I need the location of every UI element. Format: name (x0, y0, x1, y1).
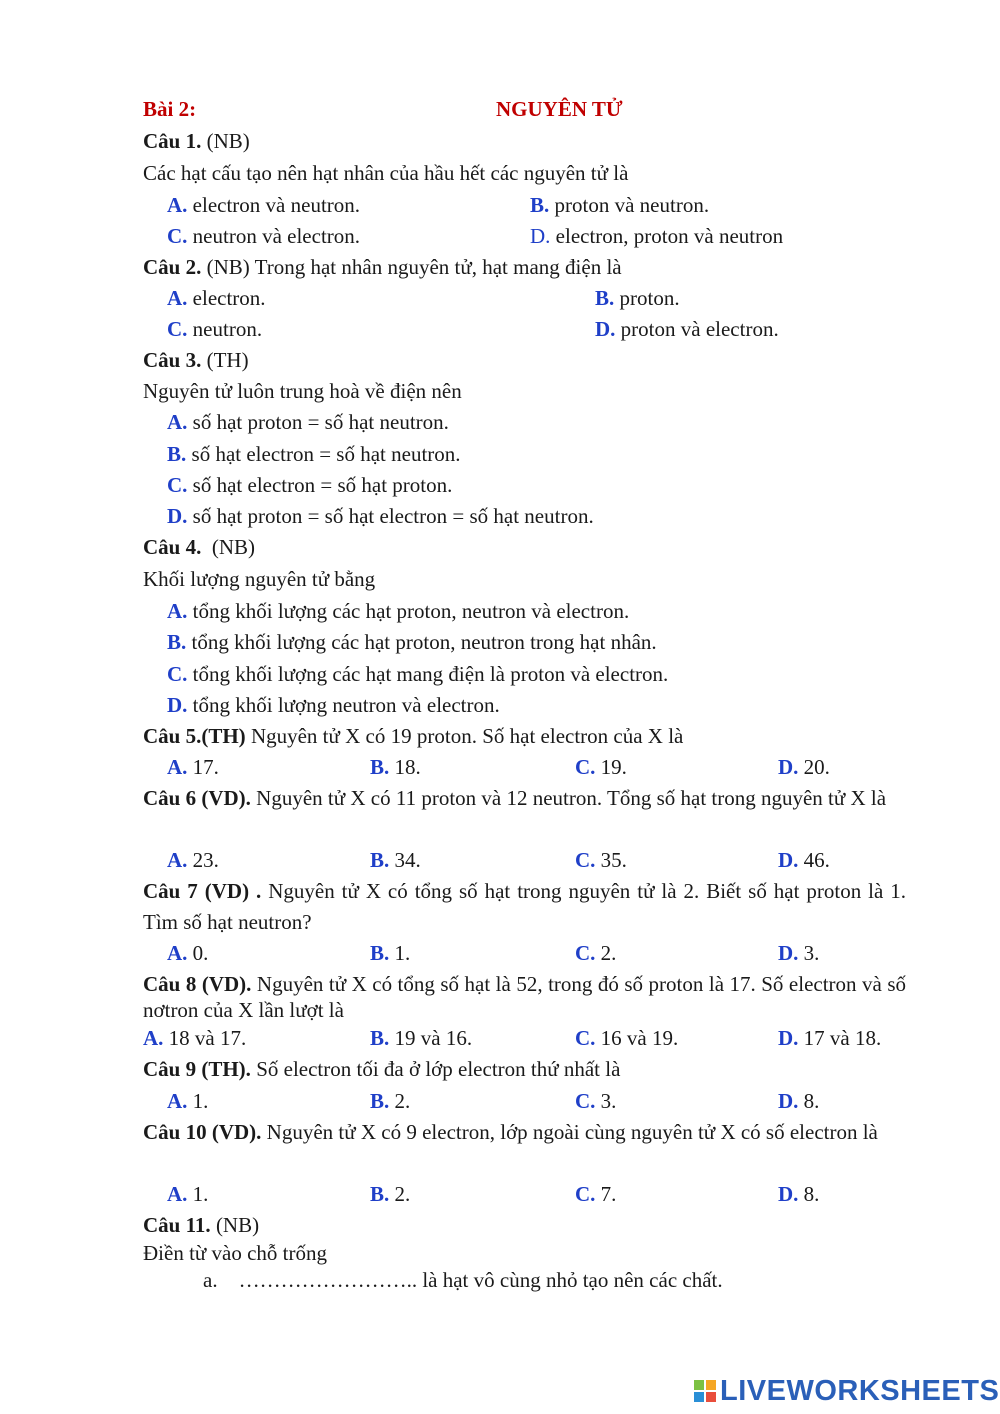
question-8-heading: Câu 8 (VD). Nguyên tử X có tổng số hạt là 52, trong đó số proton là 17. Số electron và số nơtron của X lần lượt là (143, 972, 907, 1022)
q5-option-c[interactable]: C. 19. (575, 755, 627, 779)
question-3-text: Nguyên tử luôn trung hoà về điện nên (143, 379, 462, 403)
q6-option-c[interactable]: C. 35. (575, 848, 627, 872)
q11-item-a (203, 1267, 723, 1293)
q9-option-d[interactable]: D. 8. (778, 1089, 820, 1113)
question-3-heading: Câu 3. (TH) (143, 348, 249, 372)
q6-option-d[interactable]: D. 46. (778, 848, 830, 872)
q5-option-a[interactable]: A. 17. (167, 755, 219, 779)
q10-option-c[interactable]: C. 7. (575, 1182, 617, 1206)
q10-option-d[interactable]: D. 8. (778, 1182, 820, 1206)
q1-option-c[interactable]: C. neutron và electron. (167, 224, 361, 248)
q7-option-a[interactable]: A. 0. (167, 941, 209, 965)
question-11-text: Điền từ vào chỗ trống (143, 1241, 328, 1265)
page-title: NGUYÊN TỬ (496, 97, 623, 121)
q9-option-a[interactable]: A. 1. (167, 1089, 209, 1113)
q7-option-d[interactable]: D. 3. (778, 941, 820, 965)
liveworksheets-brand (694, 1376, 999, 1406)
question-6-heading: Câu 6 (VD). Nguyên tử X có 11 proton và 12 neutron. Tổng số hạt trong nguyên tử X là (143, 786, 887, 810)
question-4-heading: Câu 4. (NB) (143, 535, 256, 559)
q5-option-b[interactable]: B. 18. (370, 755, 421, 779)
question-1-text: Các hạt cấu tạo nên hạt nhân của hầu hết các nguyên tử là (143, 161, 629, 185)
lesson-label: Bài 2: (143, 97, 197, 121)
q6-option-a[interactable]: A. 23. (167, 848, 219, 872)
q1-option-b[interactable]: B. proton và neutron. (530, 193, 710, 217)
q2-option-b[interactable]: B. proton. (595, 286, 680, 310)
q7-option-b[interactable]: B. 1. (370, 941, 411, 965)
brand-name: LIVEWORKSHEETS (720, 1374, 1000, 1407)
q10-option-a[interactable]: A. 1. (167, 1182, 209, 1206)
question-7-heading: Câu 7 (VD) . Nguyên tử X có tổng số hạt trong nguyên tử là 2. Biết số hạt proton là 1. Tìm số hạt neutron? (143, 879, 906, 934)
question-4-text: Khối lượng nguyên tử bằng (143, 567, 376, 591)
q3-option-a[interactable]: A. số hạt proton = số hạt neutron. (167, 410, 449, 434)
liveworksheets-logo-icon (694, 1380, 716, 1402)
question-1-heading: Câu 1. (NB) (143, 129, 250, 153)
question-9-heading: Câu 9 (TH). Số electron tối đa ở lớp electron thứ nhất là (143, 1057, 621, 1081)
q11-item-text: là hạt vô cùng nhỏ tạo nên các chất. (422, 1268, 723, 1292)
question-10-heading: Câu 10 (VD). Nguyên tử X có 9 electron, lớp ngoài cùng nguyên tử X có số electron là (143, 1120, 878, 1144)
q9-option-b[interactable]: B. 2. (370, 1089, 411, 1113)
q4-option-c[interactable]: C. tổng khối lượng các hạt mang điện là proton và electron. (167, 662, 669, 686)
question-5-heading: Câu 5.(TH) Nguyên tử X có 19 proton. Số hạt electron của X là (143, 724, 684, 748)
question-2-heading: Câu 2. (NB) Trong hạt nhân nguyên tử, hạt mang điện là (143, 255, 622, 279)
q2-option-a[interactable]: A. electron. (167, 286, 266, 310)
q10-option-b[interactable]: B. 2. (370, 1182, 411, 1206)
q3-option-b[interactable]: B. số hạt electron = số hạt neutron. (167, 442, 461, 466)
q11-item-label: a. (203, 1268, 218, 1292)
q5-option-d[interactable]: D. 20. (778, 755, 830, 779)
q8-option-c[interactable]: C. 16 và 19. (575, 1026, 679, 1050)
q8-option-b[interactable]: B. 19 và 16. (370, 1026, 473, 1050)
q2-option-d[interactable]: D. proton và electron. (595, 317, 779, 341)
q8-option-a[interactable]: A. 18 và 17. (143, 1026, 247, 1050)
q1-option-a[interactable]: A. electron và neutron. (167, 193, 361, 217)
q4-option-d[interactable]: D. tổng khối lượng neutron và electron. (167, 693, 500, 717)
q2-option-c[interactable]: C. neutron. (167, 317, 263, 341)
question-11-heading: Câu 11. (NB) (143, 1213, 260, 1237)
q11-blank-field[interactable]: …………………….. (238, 1268, 418, 1292)
q4-option-a[interactable]: A. tổng khối lượng các hạt proton, neutron và electron. (167, 599, 630, 623)
q3-option-d[interactable]: D. số hạt proton = số hạt electron = số hạt neutron. (167, 504, 594, 528)
q6-option-b[interactable]: B. 34. (370, 848, 421, 872)
q4-option-b[interactable]: B. tổng khối lượng các hạt proton, neutron trong hạt nhân. (167, 630, 657, 654)
q1-option-d[interactable]: D. electron, proton và neutron (530, 224, 784, 248)
q3-option-c[interactable]: C. số hạt electron = số hạt proton. (167, 473, 453, 497)
q7-option-c[interactable]: C. 2. (575, 941, 617, 965)
q9-option-c[interactable]: C. 3. (575, 1089, 617, 1113)
q8-option-d[interactable]: D. 17 và 18. (778, 1026, 882, 1050)
